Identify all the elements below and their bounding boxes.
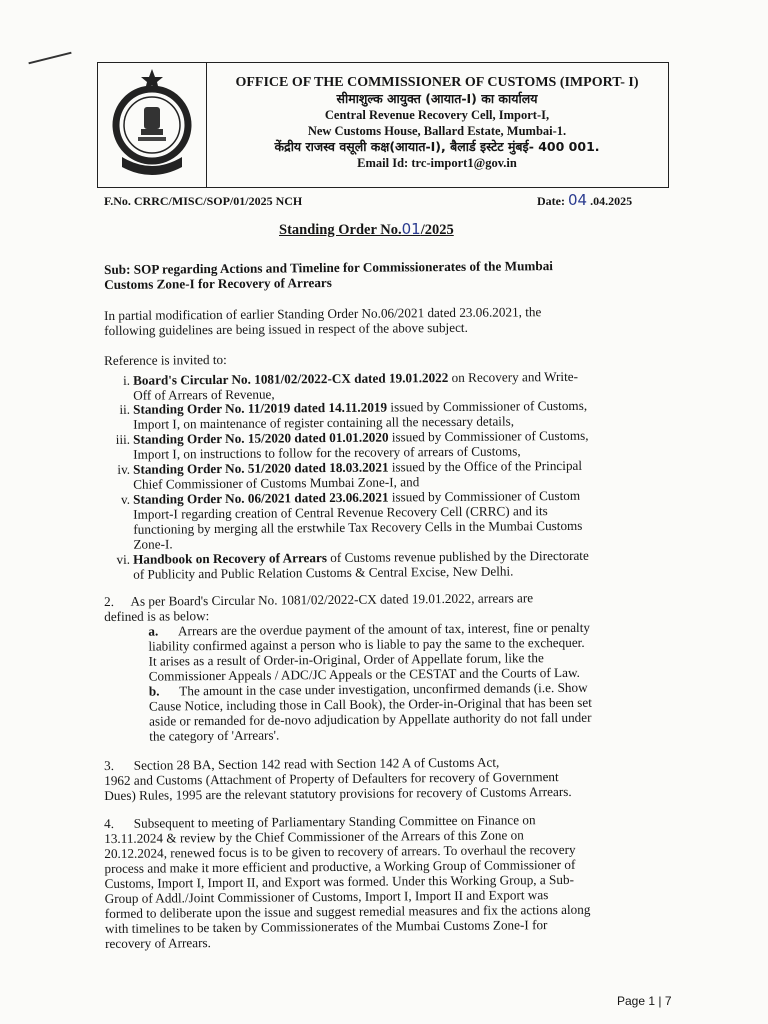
- reference-text: functioning by merging all the erstwhile Tax Recovery Cells in the Mumbai Customs: [133, 517, 583, 537]
- sub-item-label: b.: [148, 683, 160, 699]
- para-text: the category of 'Arrears'.: [149, 727, 280, 744]
- para-number: 4.: [104, 815, 115, 831]
- reference-text: of Publicity and Public Relation Customs & Central Excise, New Delhi.: [133, 563, 514, 582]
- para-text: Dues) Rules, 1995 are the relevant statutory provisions for recovery of Customs Arrears.: [104, 783, 572, 803]
- para-text: with timelines to be taken by Commissionerates of the Mumbai Customs Zone-I for: [104, 917, 548, 936]
- reference-bold: Standing Order No. 11/2019 dated 14.11.2019: [132, 399, 388, 417]
- para-text: Section 28 BA, Section 142 read with Section 142 A of Customs Act,: [133, 754, 500, 773]
- para-text: recovery of Arrears.: [105, 935, 211, 951]
- reference-text: Zone-I.: [133, 536, 173, 552]
- paragraph-2: [104, 589, 675, 744]
- list-number: ii.: [119, 401, 131, 417]
- office-email: Email Id: trc-import1@gov.in: [357, 156, 517, 170]
- para-text: Subsequent to meeting of Parliamentary Standing Committee on Finance on: [133, 812, 536, 831]
- para-text: Cause Notice, including those in Call Book), the Order-in-Original that has been set: [148, 694, 592, 714]
- file-number: F.No. CRRC/MISC/SOP/01/2025 NCH: [104, 194, 303, 208]
- para-text: 20.12.2024, renewed focus is to be given to recovery of arrears. To overhaul the recovery: [104, 841, 576, 861]
- para-number: 3.: [104, 757, 115, 773]
- para-text: process and make it more efficient and productive, a Working Group of Commissioner of: [104, 856, 576, 876]
- para-text: The amount in the case under investigation, unconfirmed demands (i.e. Show: [179, 679, 588, 699]
- cell-name: Central Revenue Recovery Cell, Import-I,: [324, 108, 550, 122]
- reference-text: Import I, on maintenance of register containing all the necessary details,: [133, 413, 515, 432]
- intro-line: In partial modification of earlier Standing Order No.06/2021 dated 23.06.2021, the: [104, 304, 542, 323]
- list-number: iii.: [115, 431, 131, 447]
- para-text: Group of Addl./Joint Commissioner of Customs, Import I, Import II and Export was: [104, 887, 549, 906]
- reference-text: issued by Commissioner of Customs,: [387, 397, 588, 415]
- list-number: i.: [123, 372, 131, 388]
- intro-paragraph: [104, 303, 674, 338]
- reference-bold: Handbook on Recovery of Arrears: [132, 550, 328, 567]
- para-text: Arrears are the overdue payment of the amount of tax, interest, fine or penalty: [177, 619, 590, 639]
- paragraph-4: [104, 811, 675, 951]
- office-title: OFFICE OF THE COMMISSIONER OF CUSTOMS (IMPORT- I): [235, 75, 639, 90]
- list-number: vi.: [116, 551, 131, 567]
- reference-bold: Standing Order No. 51/2020 dated 18.03.2021: [132, 459, 389, 477]
- date-rest: .04.2025: [590, 194, 633, 208]
- pen-mark: [28, 52, 71, 65]
- reference-text: Import-I regarding creation of Central Revenue Recovery Cell (CRRC) and its: [133, 503, 548, 522]
- reference-heading: Reference is invited to:: [104, 351, 227, 368]
- reference-text: Chief Commissioner of Customs Mumbai Zone-I, and: [133, 474, 420, 492]
- office-address-hindi: केंद्रीय राजस्व वसूली कक्ष(आयात-I), बैलार्ड इस्टेट मुंबई- 400 001.: [274, 139, 600, 154]
- office-address-block: [208, 75, 666, 171]
- para-text: As per Board's Circular No. 1081/02/2022-CX dated 19.01.2022, arrears are: [130, 590, 534, 609]
- subject-line: Customs Zone-I for Recovery of Arrears: [104, 275, 332, 292]
- list-item: [104, 487, 675, 554]
- subject: [104, 257, 674, 292]
- para-text: liability confirmed against a person who is liable to pay the same to the exchequer.: [148, 634, 585, 654]
- para-text: Customs, Import I, Import II, and Export was formed. Under this Working Group, a Sub-: [104, 871, 574, 891]
- emblem-box: [98, 63, 207, 187]
- reference-text: Off of Arrears of Revenue,: [133, 386, 275, 403]
- para-text: It arises as a result of Order-in-Original, Order of Appellate forum, like the: [148, 650, 544, 669]
- page-number: Page 1 | 7: [617, 994, 672, 1008]
- office-address: New Customs House, Ballard Estate, Mumbai-1.: [307, 124, 567, 138]
- sub-item-label: a.: [148, 623, 159, 639]
- list-number: iv.: [117, 461, 131, 477]
- customs-emblem-icon: [108, 67, 196, 181]
- list-item: [104, 547, 674, 584]
- reference-bold: Standing Order No. 06/2021 dated 23.06.2021: [132, 489, 389, 507]
- reference-bold: Standing Order No. 15/2020 dated 01.01.2020: [132, 429, 389, 447]
- paragraph-3: [104, 753, 674, 803]
- subject-line: Sub: SOP regarding Actions and Timeline for Commissionerates of the Mumbai: [104, 258, 554, 277]
- reference-text: issued by the Office of the Principal: [388, 457, 583, 475]
- title-number-handwritten: 01: [401, 220, 421, 238]
- date-label: Date:: [537, 194, 565, 208]
- title-prefix: Standing Order No.: [279, 222, 402, 238]
- list-number: v.: [120, 491, 131, 507]
- reference-text: issued by Commissioner of Custom: [388, 487, 581, 505]
- para-number: 2.: [104, 593, 115, 609]
- reference-bold: Board's Circular No. 1081/02/2022-CX dated 19.01.2022: [132, 369, 449, 388]
- letterhead: [97, 62, 669, 188]
- date-day-handwritten: 04: [567, 191, 588, 209]
- reference-text: issued by Commissioner of Customs,: [388, 427, 589, 445]
- intro-line: following guidelines are being issued in respect of the above subject.: [104, 319, 468, 338]
- para-text: Commissioner Appeals / ADC/JC Appeals or the CESTAT and the Courts of Law.: [148, 664, 580, 684]
- title-suffix: /2025: [420, 222, 454, 238]
- office-title-hindi: सीमाशुल्क आयुक्त (आयात-I) का कार्यालय: [336, 91, 538, 106]
- para-text: aside or remanded for de-novo adjudication by Appellate authority do not fall under: [149, 709, 592, 729]
- para-text: 13.11.2024 & review by the Chief Commissioner of the Arrears of this Zone on: [104, 827, 524, 846]
- document-title: [279, 220, 454, 239]
- reference-text: Import I, on instructions to follow for the recovery of arrears of Customs,: [133, 443, 521, 462]
- para-text: formed to deliberate upon the issue and suggest remedial measures and fix the actions along: [104, 901, 591, 921]
- reference-text: of Customs revenue published by the Directorate: [326, 547, 589, 566]
- reference-text: on Recovery and Write-: [448, 368, 579, 385]
- para-text: defined is as below:: [104, 608, 210, 624]
- document-date: [537, 191, 632, 209]
- para-text: 1962 and Customs (Attachment of Property of Defaulters for recovery of Government: [104, 769, 559, 788]
